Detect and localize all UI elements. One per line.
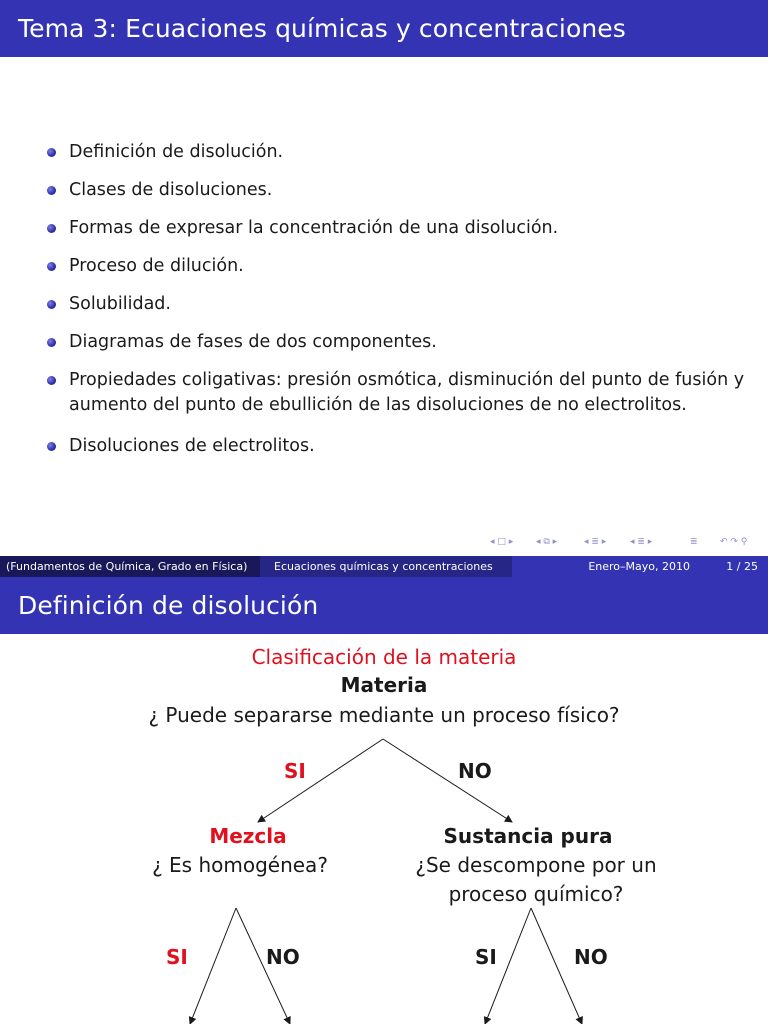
list-item-text: Proceso de dilución. xyxy=(69,256,244,276)
branch-arrow-right xyxy=(383,739,512,822)
branch-arrow-left xyxy=(258,739,383,822)
bullet-icon xyxy=(47,442,56,451)
slide-title: Definición de disolución xyxy=(18,591,319,620)
list-item-text: Clases de disoluciones. xyxy=(69,180,273,200)
mezcla-branch-si: SI xyxy=(166,945,188,969)
list-item-text: Formas de expresar la concentración de una disolución. xyxy=(69,218,559,238)
search-icon[interactable]: ↶ ↷ ⚲ xyxy=(720,537,748,547)
frame-nav-icon[interactable]: ◂ □ ▸ xyxy=(490,537,514,547)
list-item-text: Propiedades coligativas: presión osmótica, disminución del punto de fusión y aumento del punto de ebullición de las disoluciones de no electrolitos. xyxy=(69,370,745,415)
footer-author: (Fundamentos de Química, Grado en Física) xyxy=(0,556,260,577)
page-number: 1 / 25 xyxy=(726,560,758,573)
bullet-icon xyxy=(47,148,56,157)
section-nav-icon[interactable]: ◂ ≣ ▸ xyxy=(584,537,607,547)
bullet-icon xyxy=(47,262,56,271)
outline-icon[interactable]: ≣ xyxy=(690,537,698,547)
bullet-icon xyxy=(47,186,56,195)
document-nav-icon[interactable]: ◂ ≣ ▸ xyxy=(630,537,653,547)
slide-title-bar xyxy=(0,0,768,57)
beamer-navigation xyxy=(0,537,768,551)
bullet-icon xyxy=(47,338,56,347)
footer-title: Ecuaciones químicas y concentraciones xyxy=(260,556,512,577)
sustancia-branch-no: NO xyxy=(574,945,608,969)
branch-arrow-mezcla-left xyxy=(190,908,236,1024)
footer-date: Enero–Mayo, 2010 xyxy=(588,560,690,573)
footer-info xyxy=(512,556,768,577)
list-item-text: Solubilidad. xyxy=(69,294,171,314)
branch-label-si: SI xyxy=(284,759,306,783)
root-node: Materia xyxy=(340,673,428,697)
bullet-icon xyxy=(47,376,56,385)
branch-label-no: NO xyxy=(458,759,492,783)
slide-footer xyxy=(0,556,768,577)
list-item-text: Diagramas de fases de dos componentes. xyxy=(69,332,437,352)
root-question: ¿ Puede separarse mediante un proceso físico? xyxy=(148,703,620,727)
subsection-nav-icon[interactable]: ◂ ⧉ ▸ xyxy=(536,537,558,547)
sustancia-node: Sustancia pura xyxy=(443,824,613,848)
sustancia-question-cont: proceso químico? xyxy=(448,882,624,906)
slide-2 xyxy=(0,577,768,1024)
mezcla-branch-no: NO xyxy=(266,945,300,969)
mezcla-question: ¿ Es homogénea? xyxy=(152,853,328,877)
diagram-heading: Clasificación de la materia xyxy=(251,645,517,669)
bullet-icon xyxy=(47,224,56,233)
list-item-text: Definición de disolución. xyxy=(69,142,284,162)
mezcla-node: Mezcla xyxy=(209,824,287,848)
bullet-icon xyxy=(47,300,56,309)
sustancia-question: ¿Se descompone por un xyxy=(415,853,657,877)
slide-title: Tema 3: Ecuaciones químicas y concentraciones xyxy=(18,14,626,43)
sustancia-branch-si: SI xyxy=(475,945,497,969)
list-item-text: Disoluciones de electrolitos. xyxy=(69,436,315,456)
